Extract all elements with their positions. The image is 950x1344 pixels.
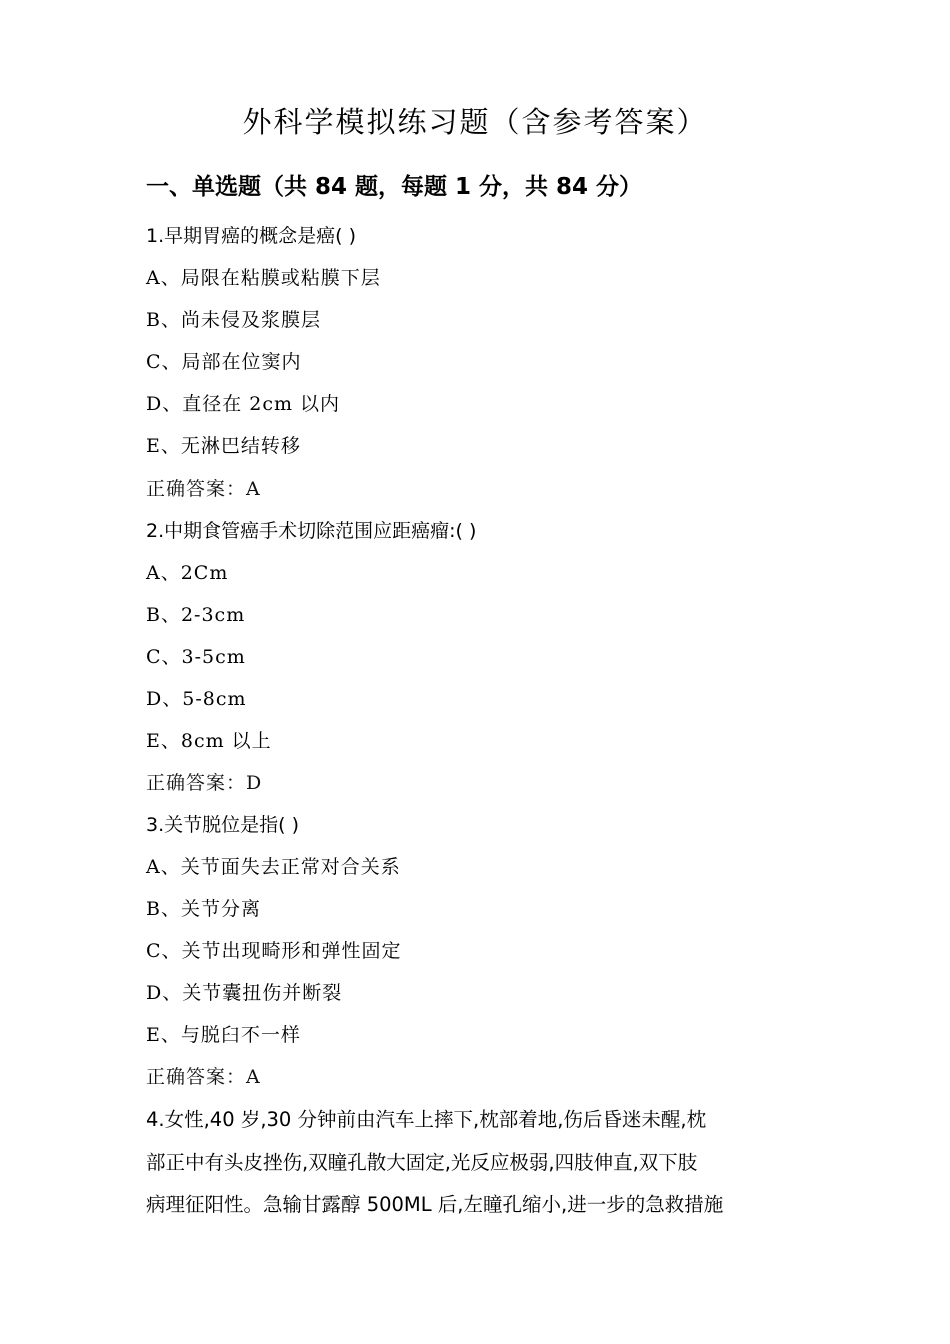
- question-option: E、与脱臼不一样: [146, 1024, 301, 1046]
- question-option: C、局部在位窦内: [146, 351, 302, 373]
- question-option: B、尚未侵及浆膜层: [146, 309, 321, 331]
- question-option: E、无淋巴结转移: [146, 435, 301, 457]
- question-stem: 3.关节脱位是指( ): [146, 814, 299, 836]
- question-stem-line: 4.女性,40 岁,30 分钟前由汽车上摔下,枕部着地,伤后昏迷未醒,枕: [146, 1108, 707, 1131]
- correct-answer: 正确答案：A: [146, 1066, 261, 1088]
- question-stem-line: 部正中有头皮挫伤,双瞳孔散大固定,光反应极弱,四肢伸直,双下肢: [146, 1151, 698, 1174]
- question-option: B、关节分离: [146, 898, 261, 920]
- section-heading: 一、单选题（共 84 题，每题 1 分，共 84 分）: [146, 174, 643, 200]
- question-option: C、3-5cm: [146, 646, 246, 668]
- document-title: 外科学模拟练习题（含参考答案）: [242, 105, 708, 139]
- question-option: A、关节面失去正常对合关系: [146, 856, 401, 878]
- question-option: D、关节囊扭伤并断裂: [146, 982, 343, 1004]
- question-option: E、8cm 以上: [146, 730, 272, 752]
- question-option: D、5-8cm: [146, 688, 247, 710]
- correct-answer: 正确答案：D: [146, 772, 263, 794]
- question-option: D、直径在 2cm 以内: [146, 393, 341, 415]
- question-stem: 1.早期胃癌的概念是癌( ): [146, 225, 356, 247]
- question-option: C、关节出现畸形和弹性固定: [146, 940, 402, 962]
- correct-answer: 正确答案：A: [146, 478, 261, 500]
- question-option: A、局限在粘膜或粘膜下层: [146, 267, 381, 289]
- question-option: A、2Cm: [146, 562, 229, 584]
- question-stem-line: 病理征阳性。急输甘露醇 500ML 后,左瞳孔缩小,进一步的急救措施: [146, 1193, 724, 1216]
- question-stem: 2.中期食管癌手术切除范围应距癌瘤:( ): [146, 520, 477, 542]
- question-option: B、2-3cm: [146, 604, 246, 626]
